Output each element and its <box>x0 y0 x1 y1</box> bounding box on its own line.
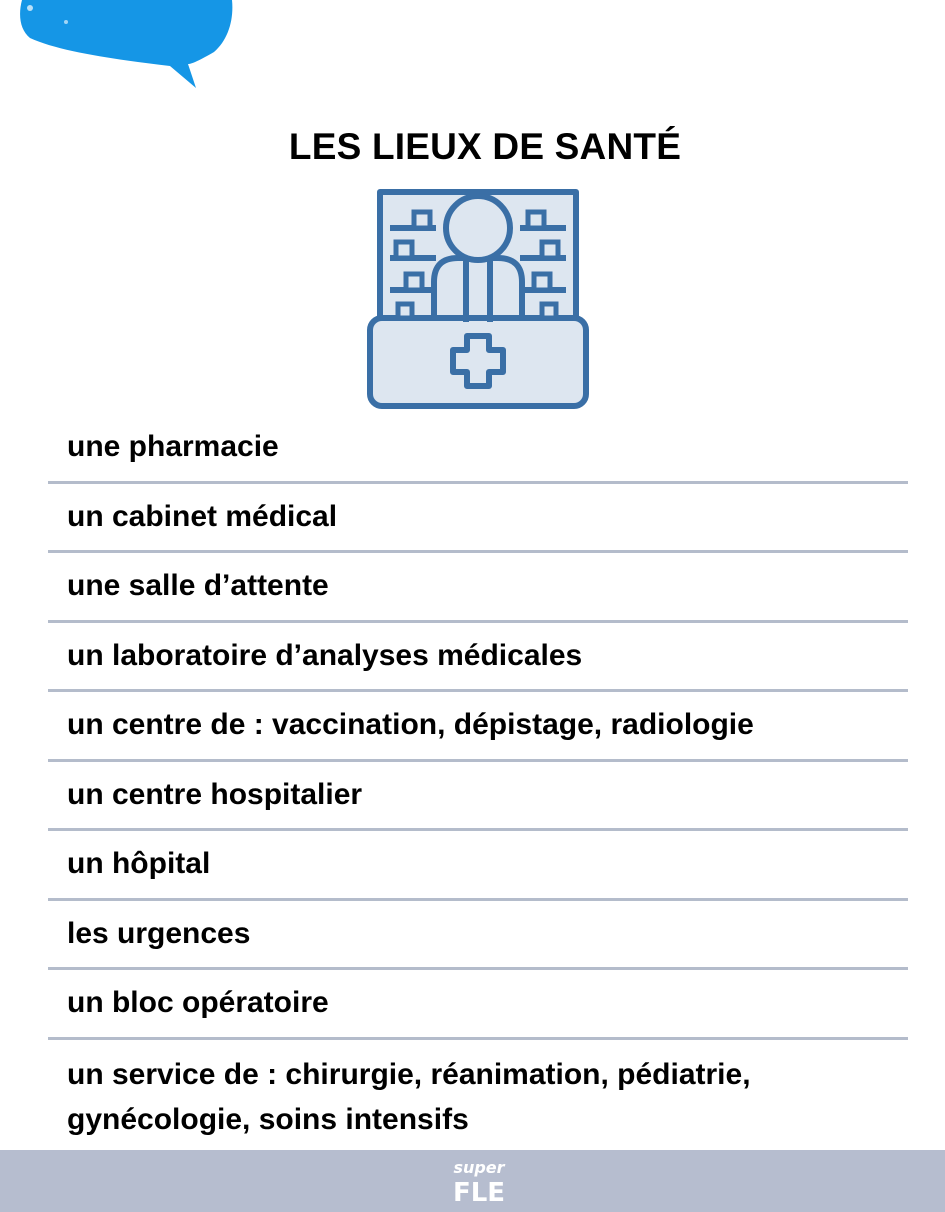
list-item: les urgences <box>48 901 908 971</box>
super-fle-logo <box>447 1155 511 1207</box>
list-item: une pharmacie <box>48 414 908 484</box>
list-item: un laboratoire d’analyses médicales <box>48 623 908 693</box>
page-title: LES LIEUX DE SANTÉ <box>288 126 682 167</box>
list-item: un hôpital <box>48 831 908 901</box>
list-item: un bloc opératoire <box>48 970 908 1040</box>
list-item: un service de : chirurgie, réanimation, pédiatrie, gynécologie, soins intensifs <box>67 1057 751 1136</box>
vocabulary-list <box>48 414 908 1142</box>
speech-bubble-icon <box>0 0 240 95</box>
list-item: un centre hospitalier <box>48 762 908 832</box>
svg-text:super: super <box>453 1158 505 1177</box>
list-item: un centre de : vaccination, dépistage, radiologie <box>48 692 908 762</box>
svg-text:FLE: FLE <box>452 1178 506 1207</box>
pharmacy-icon <box>366 186 590 412</box>
list-item: une salle d’attente <box>48 553 908 623</box>
list-item: un cabinet médical <box>48 484 908 554</box>
